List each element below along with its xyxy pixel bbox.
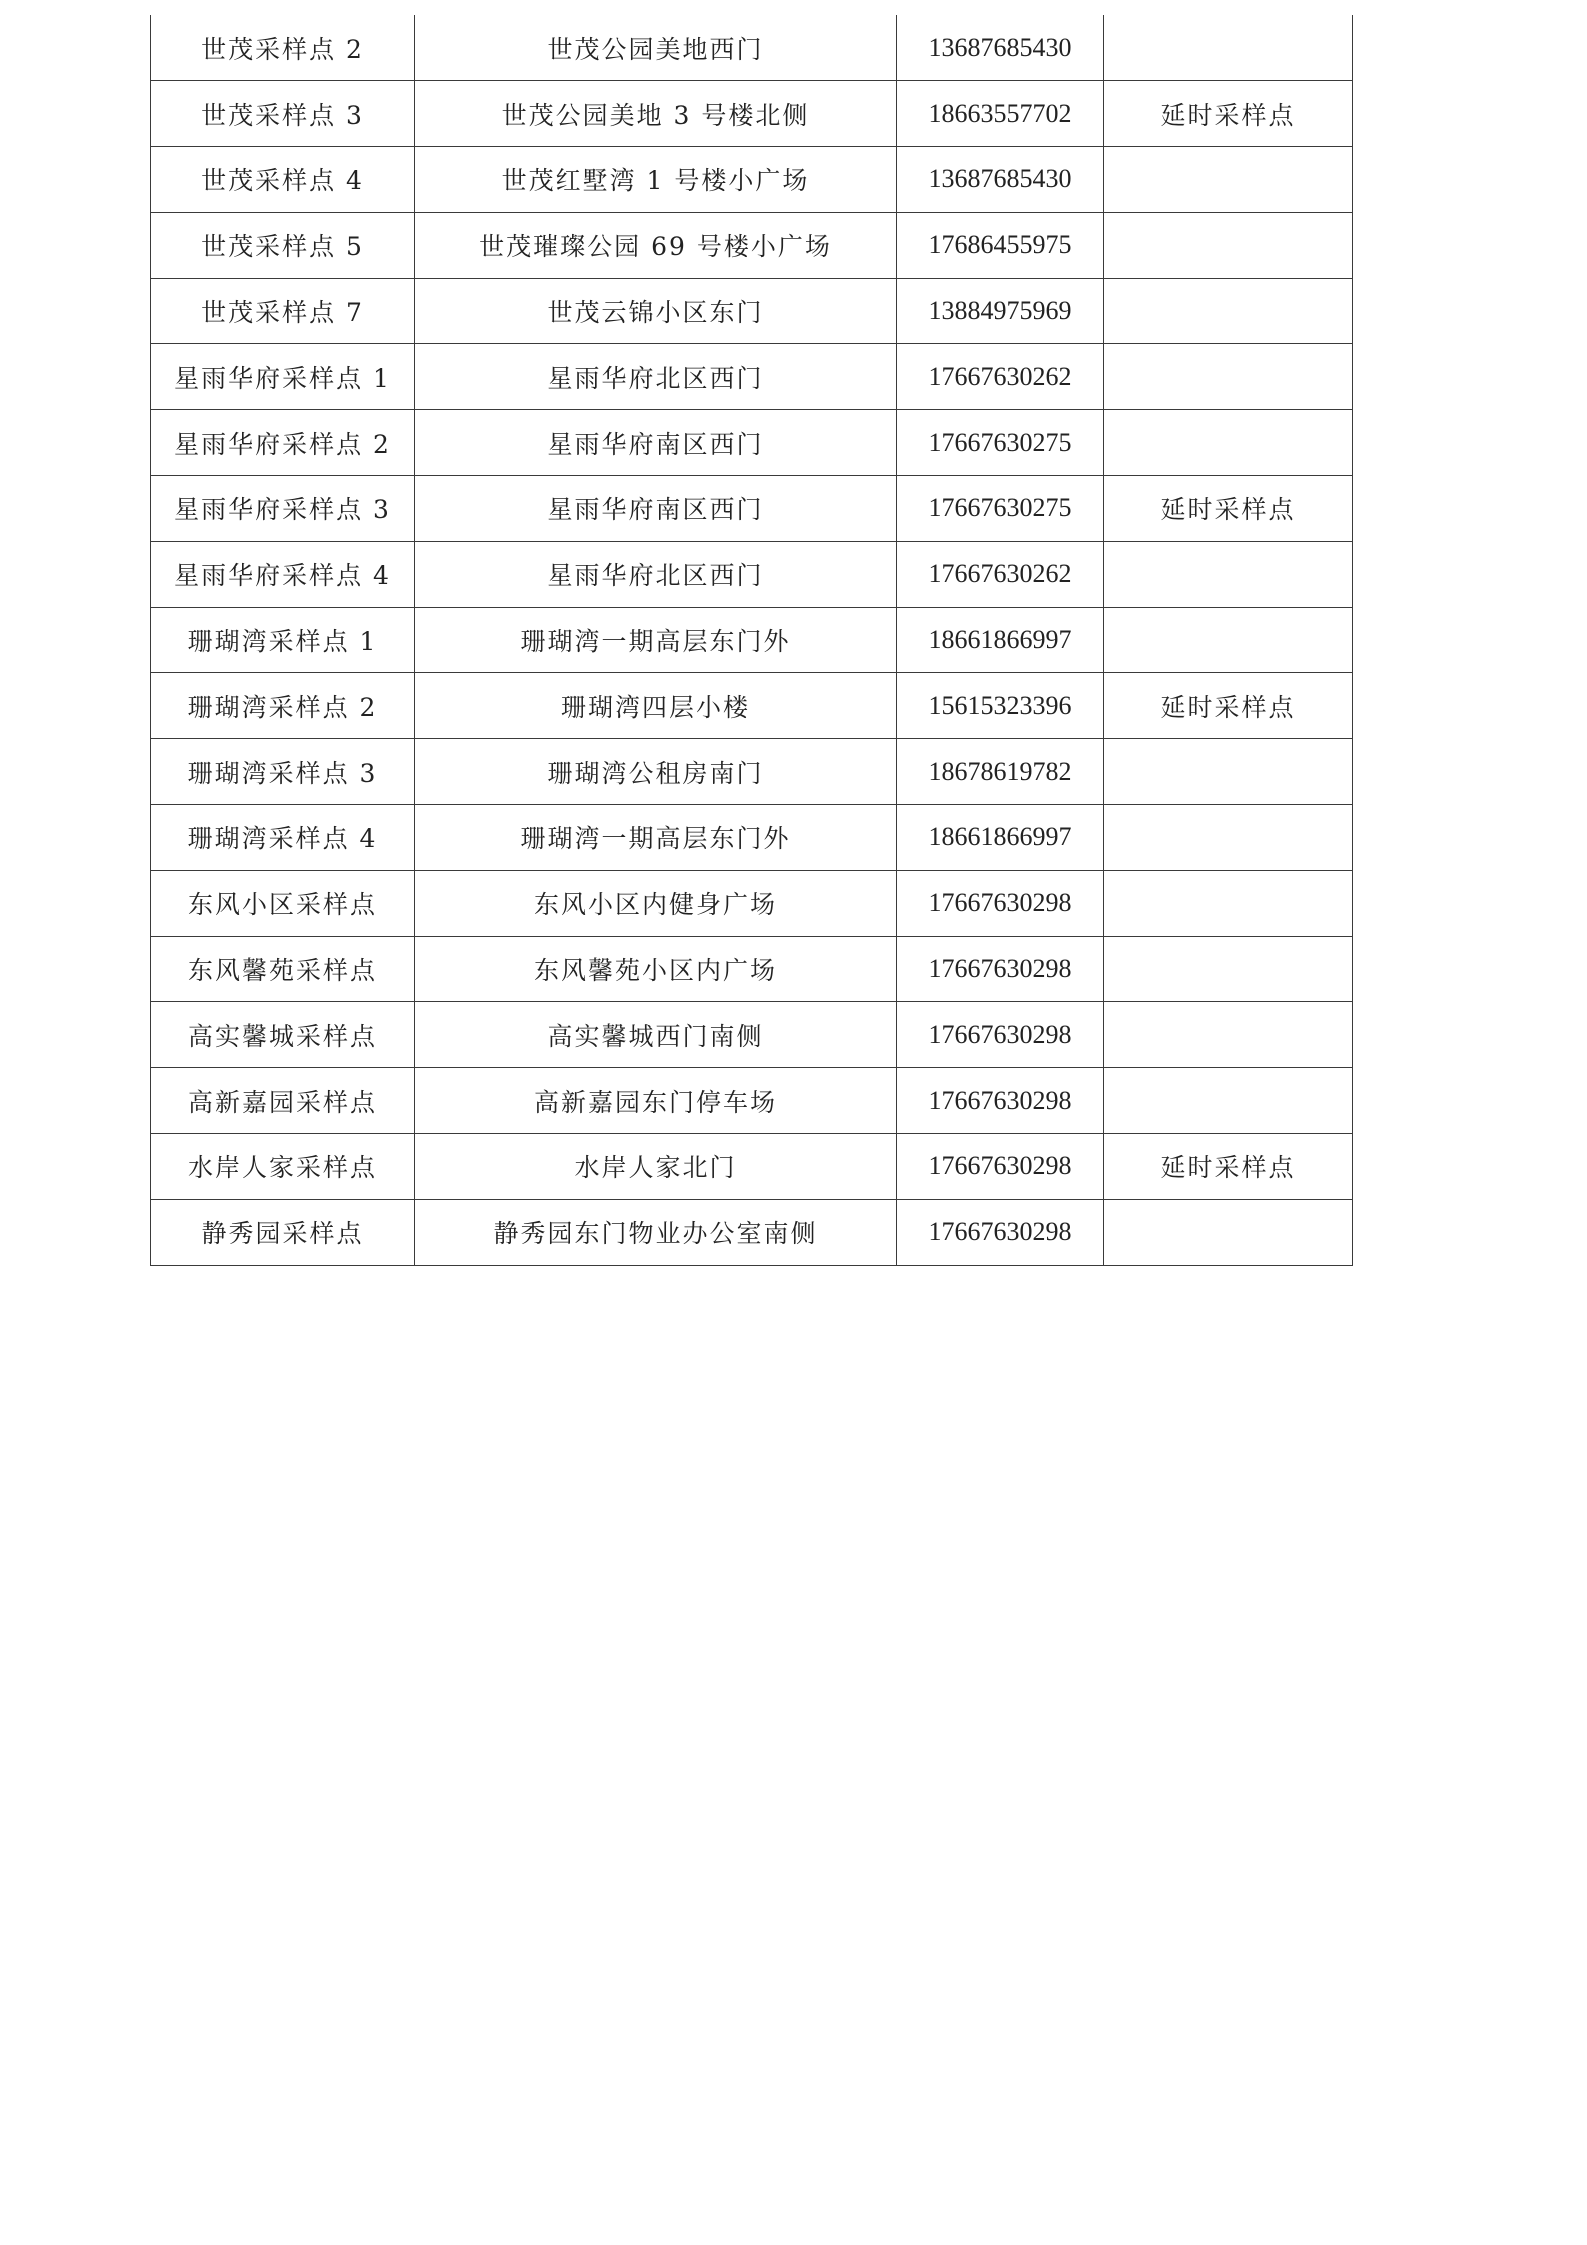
site-location-cell: 东风馨苑小区内广场 xyxy=(415,936,897,1002)
site-note-cell xyxy=(1104,805,1353,871)
site-name-cell: 世茂采样点 2 xyxy=(151,15,415,81)
site-location-cell: 珊瑚湾一期高层东门外 xyxy=(415,805,897,871)
site-name-cell: 世茂采样点 7 xyxy=(151,278,415,344)
site-location-cell: 水岸人家北门 xyxy=(415,1134,897,1200)
table-row xyxy=(151,212,1353,278)
site-name-cell: 世茂采样点 5 xyxy=(151,212,415,278)
site-note-cell xyxy=(1104,936,1353,1002)
table-row xyxy=(151,607,1353,673)
table-row xyxy=(151,476,1353,542)
site-note-cell xyxy=(1104,541,1353,607)
table-row xyxy=(151,739,1353,805)
site-note-cell xyxy=(1104,212,1353,278)
table-row xyxy=(151,673,1353,739)
site-note-cell xyxy=(1104,607,1353,673)
site-phone-cell: 17686455975 xyxy=(897,212,1104,278)
site-phone-cell: 17667630275 xyxy=(897,410,1104,476)
site-phone-cell: 17667630298 xyxy=(897,1068,1104,1134)
site-name-cell: 水岸人家采样点 xyxy=(151,1134,415,1200)
site-phone-cell: 17667630262 xyxy=(897,344,1104,410)
table-row xyxy=(151,410,1353,476)
site-note-cell xyxy=(1104,278,1353,344)
site-note-cell: 延时采样点 xyxy=(1104,673,1353,739)
site-phone-cell: 18663557702 xyxy=(897,81,1104,147)
site-phone-cell: 17667630262 xyxy=(897,541,1104,607)
table-row xyxy=(151,1002,1353,1068)
site-note-cell xyxy=(1104,15,1353,81)
site-name-cell: 珊瑚湾采样点 3 xyxy=(151,739,415,805)
site-phone-cell: 17667630298 xyxy=(897,1002,1104,1068)
site-name-cell: 珊瑚湾采样点 2 xyxy=(151,673,415,739)
site-location-cell: 星雨华府北区西门 xyxy=(415,541,897,607)
site-location-cell: 世茂公园美地 3 号楼北侧 xyxy=(415,81,897,147)
site-phone-cell: 18661866997 xyxy=(897,607,1104,673)
site-note-cell xyxy=(1104,1199,1353,1265)
site-note-cell: 延时采样点 xyxy=(1104,81,1353,147)
site-phone-cell: 13884975969 xyxy=(897,278,1104,344)
table-row xyxy=(151,936,1353,1002)
site-name-cell: 东风小区采样点 xyxy=(151,870,415,936)
site-note-cell: 延时采样点 xyxy=(1104,476,1353,542)
site-name-cell: 珊瑚湾采样点 4 xyxy=(151,805,415,871)
site-name-cell: 东风馨苑采样点 xyxy=(151,936,415,1002)
site-phone-cell: 15615323396 xyxy=(897,673,1104,739)
table-row xyxy=(151,1199,1353,1265)
site-name-cell: 静秀园采样点 xyxy=(151,1199,415,1265)
site-location-cell: 珊瑚湾公租房南门 xyxy=(415,739,897,805)
table-row xyxy=(151,278,1353,344)
site-note-cell xyxy=(1104,870,1353,936)
site-location-cell: 星雨华府南区西门 xyxy=(415,410,897,476)
site-phone-cell: 17667630275 xyxy=(897,476,1104,542)
site-location-cell: 静秀园东门物业办公室南侧 xyxy=(415,1199,897,1265)
site-name-cell: 星雨华府采样点 2 xyxy=(151,410,415,476)
site-name-cell: 世茂采样点 3 xyxy=(151,81,415,147)
site-note-cell xyxy=(1104,344,1353,410)
table-row xyxy=(151,1134,1353,1200)
site-phone-cell: 13687685430 xyxy=(897,15,1104,81)
sampling-sites-table-body xyxy=(151,15,1353,1265)
site-location-cell: 东风小区内健身广场 xyxy=(415,870,897,936)
site-location-cell: 高新嘉园东门停车场 xyxy=(415,1068,897,1134)
site-location-cell: 星雨华府北区西门 xyxy=(415,344,897,410)
site-note-cell xyxy=(1104,410,1353,476)
site-name-cell: 珊瑚湾采样点 1 xyxy=(151,607,415,673)
table-row xyxy=(151,541,1353,607)
site-phone-cell: 17667630298 xyxy=(897,870,1104,936)
sampling-sites-table xyxy=(150,15,1353,1266)
site-location-cell: 高实馨城西门南侧 xyxy=(415,1002,897,1068)
site-note-cell: 延时采样点 xyxy=(1104,1134,1353,1200)
table-row xyxy=(151,805,1353,871)
site-name-cell: 星雨华府采样点 4 xyxy=(151,541,415,607)
site-phone-cell: 18661866997 xyxy=(897,805,1104,871)
site-note-cell xyxy=(1104,147,1353,213)
site-phone-cell: 17667630298 xyxy=(897,1134,1104,1200)
table-row xyxy=(151,147,1353,213)
site-phone-cell: 17667630298 xyxy=(897,936,1104,1002)
site-phone-cell: 17667630298 xyxy=(897,1199,1104,1265)
site-note-cell xyxy=(1104,739,1353,805)
table-row xyxy=(151,1068,1353,1134)
site-note-cell xyxy=(1104,1002,1353,1068)
site-phone-cell: 13687685430 xyxy=(897,147,1104,213)
site-location-cell: 世茂公园美地西门 xyxy=(415,15,897,81)
table-row xyxy=(151,870,1353,936)
table-row xyxy=(151,344,1353,410)
site-location-cell: 世茂璀璨公园 69 号楼小广场 xyxy=(415,212,897,278)
site-name-cell: 高新嘉园采样点 xyxy=(151,1068,415,1134)
site-location-cell: 珊瑚湾一期高层东门外 xyxy=(415,607,897,673)
site-location-cell: 星雨华府南区西门 xyxy=(415,476,897,542)
site-name-cell: 星雨华府采样点 1 xyxy=(151,344,415,410)
site-name-cell: 世茂采样点 4 xyxy=(151,147,415,213)
site-location-cell: 珊瑚湾四层小楼 xyxy=(415,673,897,739)
table-row xyxy=(151,81,1353,147)
site-name-cell: 星雨华府采样点 3 xyxy=(151,476,415,542)
site-location-cell: 世茂红墅湾 1 号楼小广场 xyxy=(415,147,897,213)
site-phone-cell: 18678619782 xyxy=(897,739,1104,805)
site-location-cell: 世茂云锦小区东门 xyxy=(415,278,897,344)
table-row xyxy=(151,15,1353,81)
site-note-cell xyxy=(1104,1068,1353,1134)
site-name-cell: 高实馨城采样点 xyxy=(151,1002,415,1068)
